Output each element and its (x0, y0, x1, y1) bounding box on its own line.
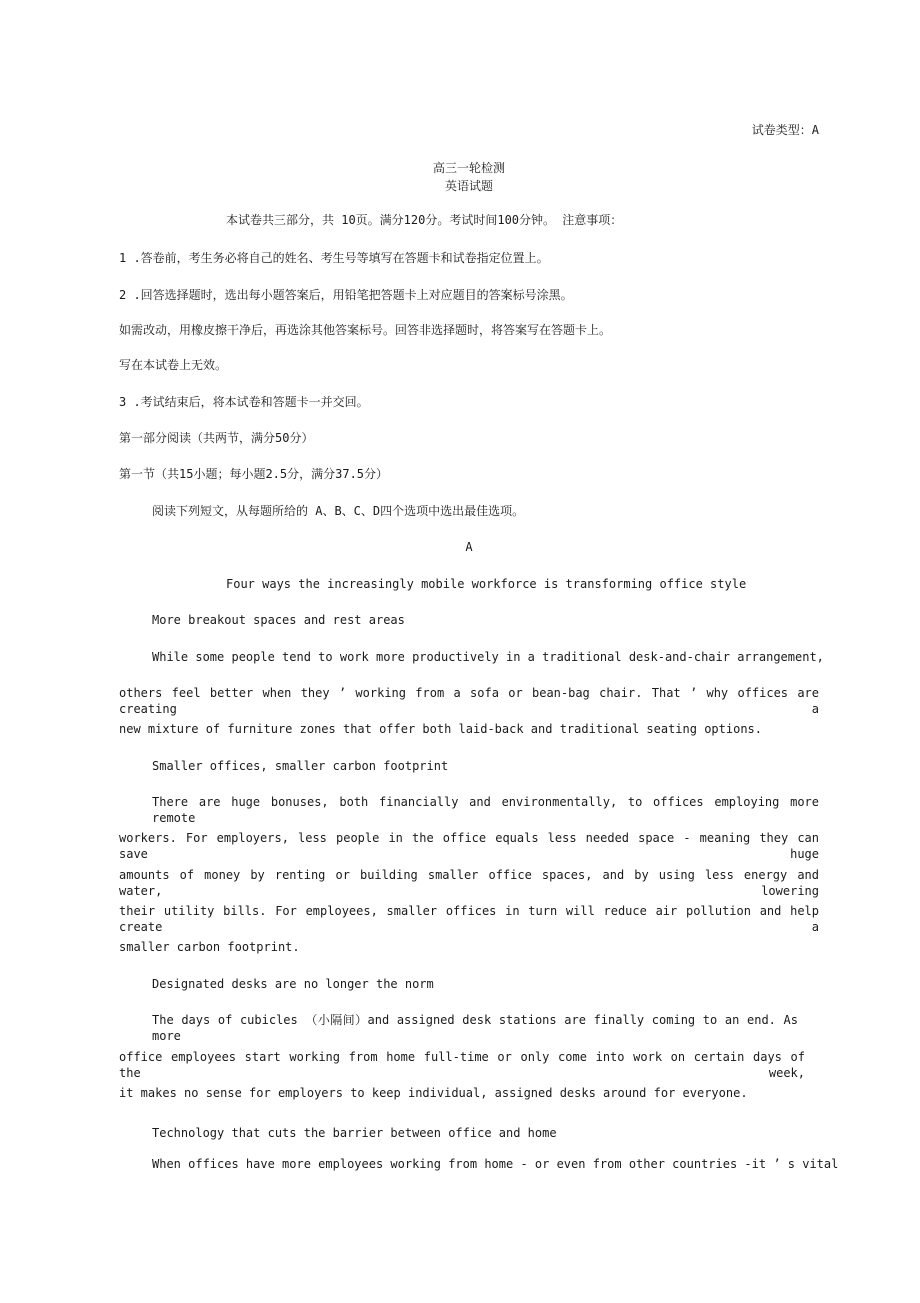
note-1: 1 .答卷前，考生务必将自己的姓名、考生号等填写在答题卡和试卷指定位置上。 (119, 251, 549, 265)
section1-heading: 第一节（共15小题；每小题2.5分，满分37.5分） (119, 467, 389, 481)
paragraph-2-line: amounts of money by renting or building smaller office spaces, and by using less energy and water, lowering (119, 868, 819, 898)
note-2-continued: 如需改动，用橡皮擦干净后，再选涂其他答案标号。回答非选择题时，将答案写在答题卡上。 (119, 323, 612, 337)
subheading-2: Smaller offices, smaller carbon footprint (152, 759, 449, 773)
paragraph-2-line: workers. For employers, less people in the office equals less needed space - meaning they can save huge (119, 831, 819, 861)
exam-summary: 本试卷共三部分，共 10页。满分120分。考试时间100分钟。 注意事项： (226, 213, 623, 227)
passage-title: Four ways the increasingly mobile workforce is transforming office style (226, 577, 747, 591)
subheading-4: Technology that cuts the barrier between office and home (152, 1126, 557, 1140)
exam-title: 高三一轮检测 (432, 161, 505, 175)
subheading-3: Designated desks are no longer the norm (152, 977, 434, 991)
paragraph-1-line: While some people tend to work more productively in a traditional desk-and-chair arrangement, (152, 650, 824, 664)
paragraph-2-line: There are huge bonuses, both financially and environmentally, to offices employing more remote (152, 795, 819, 825)
passage-label: A (465, 540, 473, 554)
reading-instruction: 阅读下列短文，从每题所给的 A、B、C、D四个选项中选出最佳选项。 (152, 504, 525, 518)
paragraph-1-line: new mixture of furniture zones that offer both laid-back and traditional seating options. (119, 722, 762, 736)
exam-subject: 英语试题 (444, 179, 493, 193)
paragraph-2-line: smaller carbon footprint. (119, 940, 300, 954)
paragraph-3-line: it makes no sense for employers to keep individual, assigned desks around for everyone. (119, 1086, 748, 1100)
paragraph-3-line: office employees start working from home full-time or only come into work on certain days of the week, (119, 1050, 805, 1080)
paper-type: 试卷类型：A (751, 123, 819, 137)
paragraph-2-line: their utility bills. For employees, smaller offices in turn will reduce air pollution and help create a (119, 904, 819, 934)
paragraph-3-line: The days of cubicles （小隔间）and assigned desk stations are finally coming to an end. As more (152, 1013, 798, 1043)
part1-heading: 第一部分阅读（共两节，满分50分） (119, 431, 314, 445)
note-2: 2 .回答选择题时，选出每小题答案后，用铅笔把答题卡上对应题目的答案标号涂黑。 (119, 288, 573, 302)
paragraph-4-line: When offices have more employees working from home - or even from other countries -it ’ s vital (152, 1157, 839, 1171)
note-2-end: 写在本试卷上无效。 (119, 358, 228, 372)
subheading-1: More breakout spaces and rest areas (152, 613, 405, 627)
note-3: 3 .考试结束后，将本试卷和答题卡一并交回。 (119, 395, 369, 409)
paragraph-1-line: others feel better when they ’ working from a sofa or bean-bag chair. That ’ why offices are creating a (119, 686, 819, 716)
